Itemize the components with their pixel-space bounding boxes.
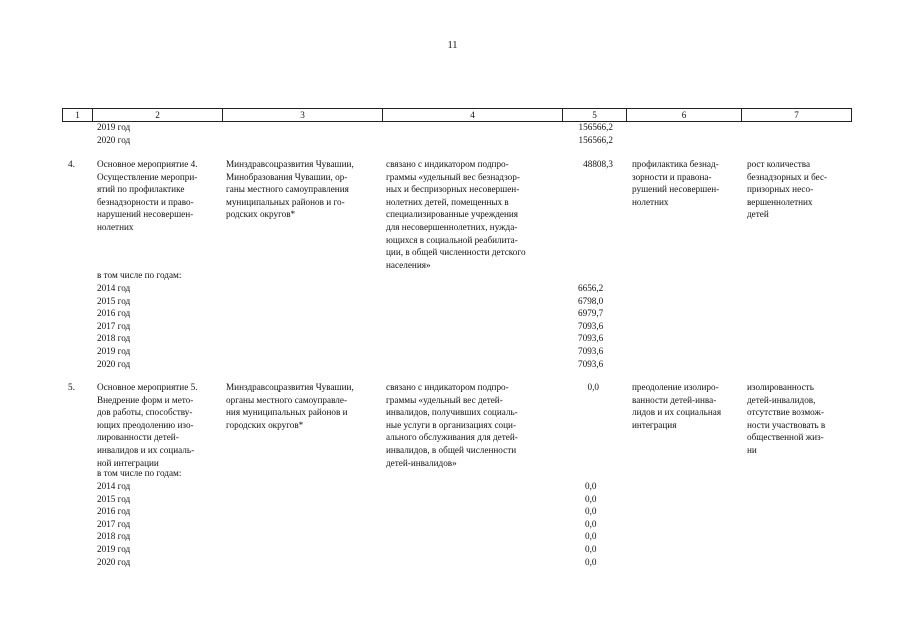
- text-line: 2015 год: [97, 295, 131, 306]
- header-col-3: 3: [222, 109, 382, 121]
- text-line: нарушений несовершен-: [97, 209, 194, 220]
- text-line: 7093,6: [578, 345, 604, 356]
- text-line: ной интеграции: [97, 457, 159, 468]
- text-line: профилактика безнад-: [632, 159, 719, 169]
- text-line: 2016 год: [97, 308, 131, 319]
- consequence-text: [747, 158, 845, 221]
- text-line: Минздравсоцразвития Чувашии,: [226, 382, 354, 392]
- text-line: призорных несо-: [747, 184, 814, 195]
- text-line: Минобразования Чувашии, ор-: [226, 171, 348, 182]
- text-line: 2016 год: [97, 506, 131, 517]
- text-line: рушений несовершен-: [632, 184, 720, 195]
- table-header: [62, 108, 852, 122]
- text-line: вершеннолетних: [747, 196, 813, 207]
- years-list: [97, 480, 130, 568]
- text-line: для несовершеннолетних, нужда-: [386, 221, 518, 232]
- text-line: 0,0: [585, 531, 597, 542]
- amount-value: 156566,2: [578, 135, 613, 145]
- text-line: Осуществление меропри-: [97, 171, 198, 182]
- header-col-4: 4: [382, 109, 562, 121]
- text-line: 0,0: [585, 493, 597, 504]
- text-line: граммы «удельный вес детей-: [386, 394, 503, 405]
- text-line: отсутствие возмож-: [747, 407, 824, 418]
- row-number: 5.: [68, 382, 75, 392]
- text-line: Основное мероприятие 5.: [97, 382, 198, 392]
- text-line: населения»: [386, 259, 431, 270]
- activity-title: [97, 158, 215, 234]
- expected-result-text: [632, 158, 740, 208]
- text-line: 0,0: [585, 481, 597, 491]
- by-years-label: в том числе по годам:: [97, 468, 182, 478]
- text-line: связано с индикатором подпро-: [386, 159, 509, 169]
- indicator-text: [386, 381, 554, 469]
- text-line: детей-инвалидов,: [747, 394, 816, 405]
- executor-text: [226, 158, 378, 221]
- text-line: 2018 год: [97, 531, 131, 542]
- text-line: 7093,6: [578, 358, 604, 369]
- text-line: 0,0: [585, 543, 597, 554]
- text-line: инвалидов, в общей численности: [386, 444, 517, 455]
- text-line: ющихся в социальной реабилита-: [386, 234, 518, 245]
- text-line: Минздравсоцразвития Чувашии,: [226, 159, 354, 169]
- text-line: ганы местного самоуправления: [226, 184, 349, 195]
- text-line: 2017 год: [97, 518, 131, 529]
- text-line: родских округов*: [226, 209, 296, 220]
- text-line: ального обслуживания для детей-: [386, 432, 518, 443]
- text-line: лированности детей-: [97, 432, 179, 443]
- header-col-5: 5: [562, 109, 626, 121]
- text-line: инвалидов, получивших социаль-: [386, 407, 518, 418]
- text-line: зорности и правона-: [632, 171, 712, 182]
- page-number: 11: [447, 40, 458, 51]
- text-line: преодоление изолиро-: [632, 382, 719, 392]
- text-line: 2020 год: [97, 358, 131, 369]
- text-line: безнадзорности и право-: [97, 196, 194, 207]
- text-line: 2014 год: [97, 481, 131, 491]
- expected-result-text: [632, 381, 740, 431]
- consequence-text: [747, 381, 845, 457]
- text-line: 7093,6: [578, 320, 604, 331]
- text-line: ности участвовать в: [747, 419, 826, 430]
- header-col-2: 2: [92, 109, 222, 121]
- text-line: органы местного самоуправле-: [226, 394, 348, 405]
- text-line: 0,0: [585, 518, 597, 529]
- text-line: изолированность: [747, 382, 814, 392]
- text-line: ванности детей-инва-: [632, 394, 717, 405]
- text-line: 2019 год: [97, 543, 131, 554]
- text-line: 0,0: [585, 506, 597, 517]
- years-list: [97, 282, 130, 370]
- text-line: 6979,7: [578, 308, 604, 319]
- text-line: граммы «удельный вес безнадзор-: [386, 171, 520, 182]
- text-line: ных и беспризорных несовершен-: [386, 184, 520, 195]
- text-line: Основное мероприятие 4.: [97, 159, 198, 169]
- text-line: 0,0: [585, 556, 597, 567]
- text-line: ции, в общей численности детского: [386, 247, 526, 258]
- text-line: лидов и их социальная: [632, 407, 722, 418]
- text-line: 2019 год: [97, 345, 131, 356]
- text-line: связано с индикатором подпро-: [386, 382, 509, 392]
- text-line: Внедрение форм и мето-: [97, 394, 194, 405]
- text-line: нолетних: [632, 196, 669, 207]
- text-line: ния муниципальных районов и: [226, 407, 348, 418]
- text-line: 2014 год: [97, 283, 131, 293]
- indicator-text: [386, 158, 554, 271]
- text-line: ные услуги в организациях соци-: [386, 419, 517, 430]
- text-line: 2018 год: [97, 333, 131, 344]
- text-line: ни: [747, 444, 757, 455]
- year-label: 2019 год: [97, 122, 131, 132]
- by-years-label: в том числе по годам:: [97, 270, 182, 280]
- text-line: специализированные учреждения: [386, 209, 519, 220]
- header-col-6: 6: [626, 109, 741, 121]
- text-line: муниципальных районов и го-: [226, 196, 345, 207]
- text-line: безнадзорных и бес-: [747, 171, 828, 182]
- year-label: 2020 год: [97, 135, 131, 145]
- row-number: 4.: [68, 159, 75, 169]
- text-line: рост количества: [747, 159, 811, 169]
- text-line: городских округов*: [226, 419, 304, 430]
- text-line: ющих преодолению изо-: [97, 419, 194, 430]
- total-amount: 0,0: [587, 382, 599, 392]
- yearly-amounts: [585, 480, 596, 568]
- text-line: инвалидов и их социаль-: [97, 444, 195, 455]
- header-col-1: 1: [62, 109, 92, 121]
- amount-value: 156566,2: [578, 122, 613, 132]
- total-amount: 48808,3: [583, 159, 613, 169]
- header-col-7: 7: [741, 109, 852, 121]
- text-line: 6656,2: [578, 283, 604, 293]
- executor-text: [226, 381, 378, 431]
- text-line: 2017 год: [97, 320, 131, 331]
- text-line: детей: [747, 209, 769, 220]
- yearly-amounts: [578, 282, 603, 370]
- text-line: 2020 год: [97, 556, 131, 567]
- text-line: детей-инвалидов»: [386, 457, 457, 468]
- text-line: 7093,6: [578, 333, 604, 344]
- text-line: общественной жиз-: [747, 432, 824, 443]
- text-line: 2015 год: [97, 493, 131, 504]
- text-line: интеграция: [632, 419, 677, 430]
- text-line: нолетних: [97, 221, 134, 232]
- activity-title: [97, 381, 215, 469]
- text-line: 6798,0: [578, 295, 604, 306]
- text-line: ятий по профилактике: [97, 184, 185, 195]
- text-line: нолетних детей, помещенных в: [386, 196, 509, 207]
- text-line: дов работы, способству-: [97, 407, 193, 418]
